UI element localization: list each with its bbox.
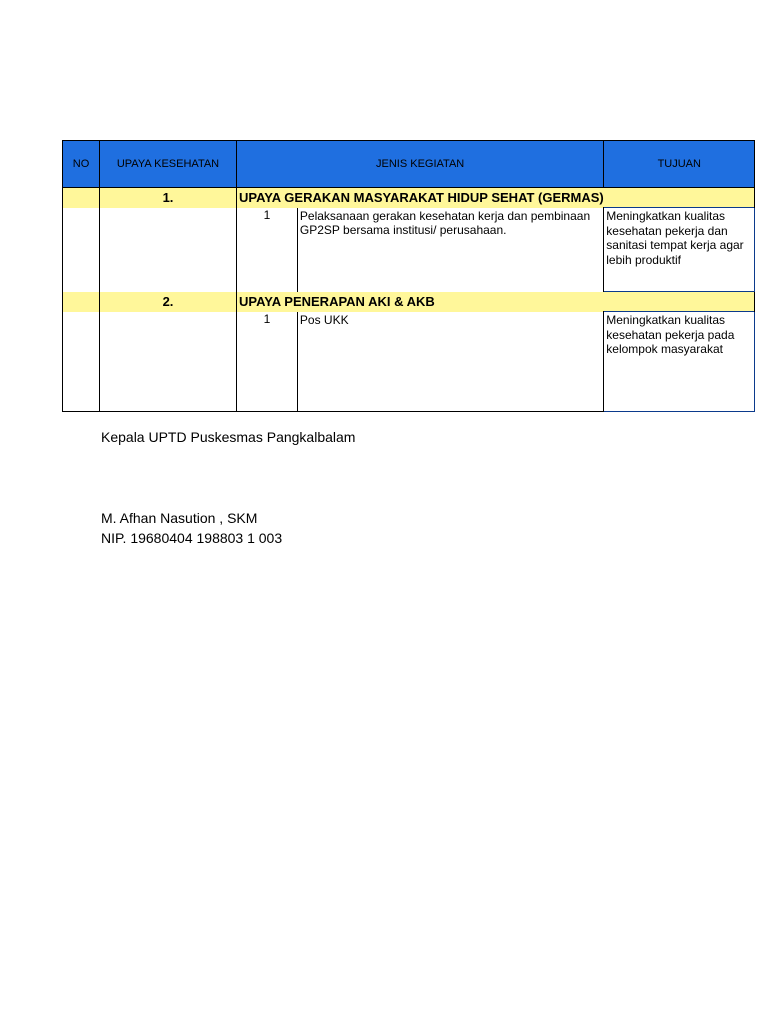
table-row (63, 312, 755, 412)
upaya-cell (100, 208, 237, 292)
header-upaya-kesehatan: UPAYA KESEHATAN (100, 141, 237, 188)
section-row-1 (63, 188, 755, 208)
section-number: 2. (100, 292, 237, 312)
section-number: 1. (100, 188, 237, 208)
header-jenis-kegiatan: JENIS KEGIATAN (237, 141, 604, 188)
section-title-end (604, 292, 755, 312)
section-title-end (604, 188, 755, 208)
tujuan-cell: Meningkatkan kualitas kesehatan pekerja pada kelompok masyarakat (604, 312, 755, 412)
no-cell (63, 312, 100, 412)
signature-nip: NIP. 19680404 198803 1 003 (101, 530, 283, 546)
no-cell (63, 208, 100, 292)
activity-table (62, 140, 755, 412)
kegiatan-cell: Pos UKK (297, 312, 603, 412)
table-row (63, 208, 755, 292)
tujuan-cell: Meningkatkan kualitas kesehatan pekerja dan sanitasi tempat kerja agar lebih produktif (604, 208, 755, 292)
signature-name: M. Afhan Nasution , SKM (101, 510, 258, 526)
header-tujuan: TUJUAN (604, 141, 755, 188)
kegiatan-cell: Pelaksanaan gerakan kesehatan kerja dan pembinaan GP2SP bersama institusi/ perusahaan. (297, 208, 603, 292)
table-header-row (63, 141, 755, 188)
activity-table-container (62, 140, 755, 412)
upaya-cell (100, 312, 237, 412)
signature-position: Kepala UPTD Puskesmas Pangkalbalam (101, 429, 356, 445)
row-index: 1 (237, 312, 298, 412)
section-row-2 (63, 292, 755, 312)
row-index: 1 (237, 208, 298, 292)
section-empty-cell (63, 292, 100, 312)
section-empty-cell (63, 188, 100, 208)
section-title: UPAYA GERAKAN MASYARAKAT HIDUP SEHAT (GERMAS) (237, 188, 604, 208)
header-no: NO (63, 141, 100, 188)
section-title: UPAYA PENERAPAN AKI & AKB (237, 292, 604, 312)
